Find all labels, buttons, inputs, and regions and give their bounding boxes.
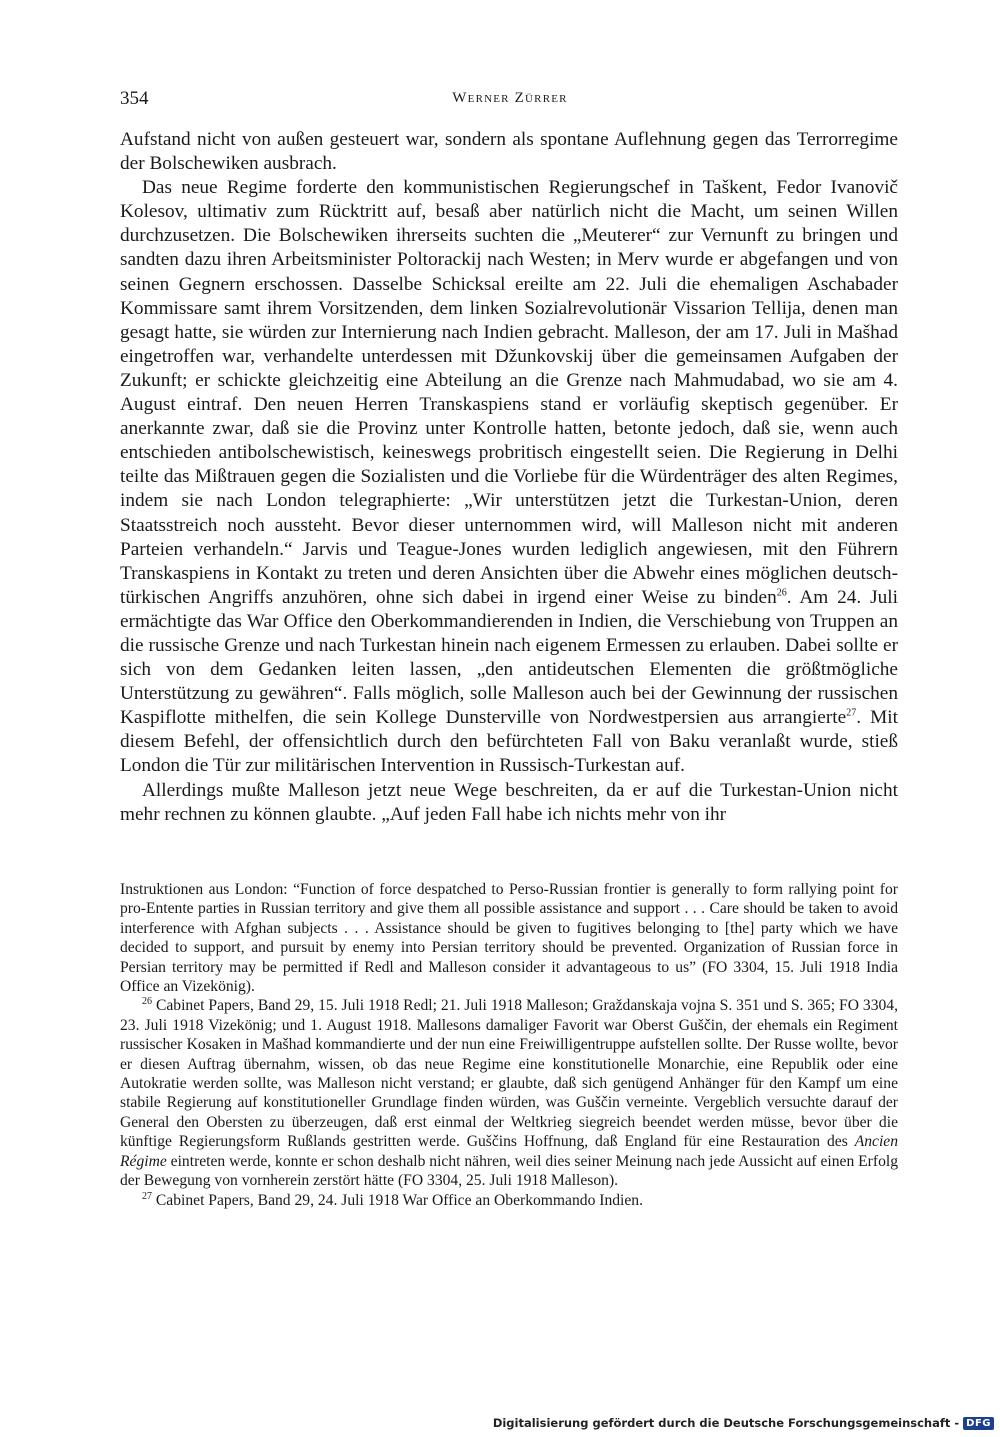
footnote-ref-26: 26: [776, 587, 787, 599]
footnote-ref-27: 27: [846, 707, 857, 719]
paragraph-2: [120, 176, 898, 778]
running-head: [120, 88, 900, 114]
paragraph-2-part-b: . Am 24. Juli ermächtigte das War Office den Oberkommandierenden in Indien, die Verschiebung von Truppen an die russische Grenze und nach Turkestan hinein nach eigenem Ermessen zu erlauben. Dabei sollte er sich von dem Gedanken leiten lassen, „den antideutschen Elementen die größtmögliche Unterstützung zu gewähren“. Falls möglich, solle Malleson auch bei der Gewinnung der russischen Kaspiflotte mithelfen, die sein Kollege Dunsterville von Nordwestpersien aus arrangierte: [120, 586, 898, 729]
paragraph-2-part-a: Das neue Regime forderte den kommunistischen Regierungschef in Taškent, Fedor Ivanovič Kolesov, ultimativ zum Rücktritt auf, besaß aber natürlich nicht die Macht, um seinen Willen durchzusetzen. Die Bolschewiken ihrerseits suchten die „Meuterer“ zur Vernunft zu bringen und sandten dazu ihren Arbeitsminister Poltorackij nach Westen; in Merv wurde er abgefangen und von seinen Gegnern erschossen. Dasselbe Schicksal ereilte am 22. Juli die ehemaligen Aschabader Kommissare samt ihrem Vorsitzenden, dem linken Sozialrevolutionär Vissarion Tellija, denen man gesagt hatte, sie würden zur Internierung nach Indien gebracht. Malleson, der am 17. Juli in Mašhad eingetroffen war, verhandelte unterdessen mit Džunkovskij über die gemeinsamen Aufgaben der Zukunft; er schickte gleichzeitig eine Abteilung an die Grenze nach Mahmudabad, wo sie am 4. August eintraf. Den neuen Herren Transkaspiens stand er vorläufig skeptisch gegenüber. Er anerkannte zwar, daß sie die Provinz unter Kontrolle hatten, betonte jedoch, daß sie, wenn auch entschieden antibolschewistisch, keineswegs probritisch eingestellt seien. Die Regierung in Delhi teilte das Mißtrauen gegen die Sozialisten und die Vorliebe für die Würdenträger des alten Regimes, indem sie nach London telegraphierte: „Wir unterstützen jetzt die Turkestan-Union, deren Staatsstreich noch aussteht. Bevor dieser unternommen wird, will Malleson nicht mit anderen Parteien verhandeln.“ Jarvis und Teague-Jones wurden lediglich angewiesen, mit den Führern Transkaspiens in Kontakt zu treten und deren Ansichten über die Abwehr eines möglichen deutsch-türkischen Angriffs anzuhören, ohne sich dabei in irgend einer Weise zu binden: [120, 177, 898, 608]
footnote-27-number: 27: [142, 1190, 152, 1202]
footnote-25-continuation: Instruktionen aus London: “Function of force despatched to Perso-Russian frontier is generally to form rallying point for pro-Entente parties in Russian territory and give them all possible assistance and support . . . Care should be taken to avoid interference with Afghan subjects . . . Assistance should be given to fugitives belonging to [the] party which we have decided to support, and pursuit by enemy into Persian territory should be prevented. Organization of Russian force in Persian territory may be permitted if Redl and Malleson consider it advantageous to us” (FO 3304, 15. Juli 1918 India Office an Vizekönig).: [120, 881, 898, 996]
footnote-26: [120, 996, 898, 1190]
credit-text: Digitalisierung gefördert durch die Deutsche Forschungsgemeinschaft -: [492, 1416, 960, 1430]
footnotes: [120, 880, 898, 1210]
footnote-26-text-a: Cabinet Papers, Band 29, 15. Juli 1918 Redl; 21. Juli 1918 Malleson; Graždanskaja vojna S. 351 und S. 365; FO 3304, 23. Juli 1918 Vizekönig; und 1. August 1918. Mallesons damaliger Favorit war Oberst Guščin, der ehemals ein Regiment russischer Kosaken in Mašhad kommandierte und der nun eine Freiwilligentruppe aufstellen sollte. Der Russe wollte, bevor er diesen Auftrag übernahm, wissen, ob das neue Regime eine konstitutionelle Monarchie, eine Republik oder eine Autokratie werden sollte, was Malleson nicht verstand; er glaubte, daß sich genügend Anhänger für den Kampf um eine stabile Regierung auf konstitutioneller Grundlage finden würden, was Guščin verneinte. Vergeblich versuchte darauf der General den Obersten zu überzeugen, daß erst einmal der Weltkrieg siegreich beendet werden müsse, bevor über die künftige Regierungsform Rußlands gestritten werde. Guščins Hoffnung, daß England für eine Restauration des: [120, 997, 898, 1151]
paragraph-3: Allerdings mußte Malleson jetzt neue Wege beschreiten, da er auf die Turkestan-Union nicht mehr rechnen zu können glaubte. „Auf jeden Fall habe ich nichts mehr von ihr: [120, 779, 898, 825]
footnote-26-text-b: eintreten werde, konnte er schon deshalb nicht nähren, weil dies seiner Meinung nach jede Aussicht auf einen Erfolg der Bewegung von vornherein zerstört hätte (FO 3304, 25. Juli 1918 Malleson).: [120, 1152, 898, 1190]
running-head-author: Werner Zürrer: [452, 90, 568, 106]
paragraph-1: Aufstand nicht von außen gesteuert war, sondern als spontane Auflehnung gegen das Terrorregime der Bolschewiken ausbrach.: [120, 129, 898, 175]
digitization-credit: [493, 1414, 994, 1432]
footnote-26-italic: Ancien Régime: [120, 1133, 898, 1170]
paragraph-2-part-c: . Mit diesem Befehl, der offensichtlich durch den befürchteten Fall von Baku veranlaßt wurde, stieß London die Tür zur militärischen Intervention in Russisch-Turkestan auf.: [120, 707, 899, 777]
footnote-27: [120, 1191, 898, 1210]
main-text: [120, 128, 898, 827]
dfg-logo-icon: DFG: [963, 1417, 994, 1430]
footnote-26-number: 26: [142, 996, 152, 1008]
page-number: 354: [120, 88, 149, 109]
footnote-27-text: Cabinet Papers, Band 29, 24. Juli 1918 War Office an Oberkommando Indien.: [152, 1191, 644, 1209]
